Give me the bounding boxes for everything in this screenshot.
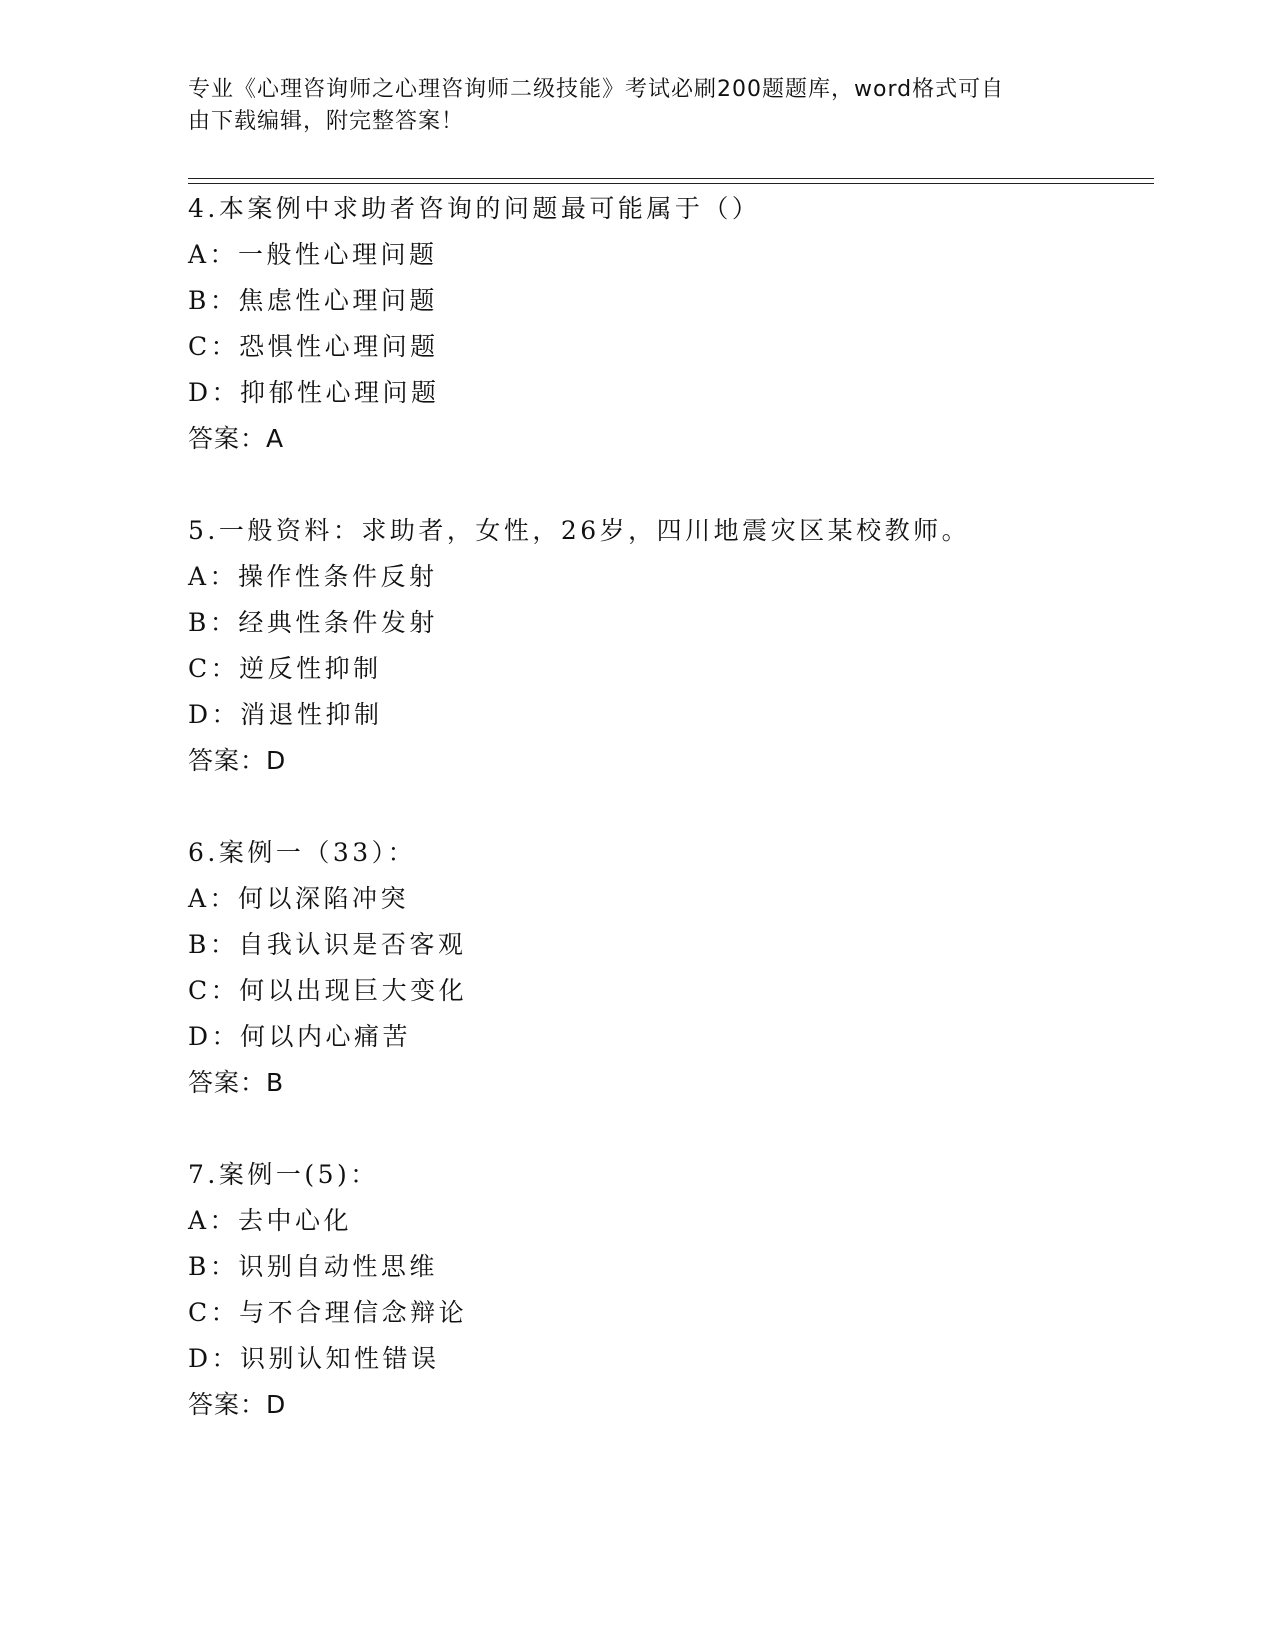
option-b: B：经典性条件发射: [188, 608, 438, 637]
option-a: A：何以深陷冲突: [188, 884, 410, 913]
question-stem: 4.本案例中求助者咨询的问题最可能属于（）: [188, 194, 761, 223]
answer: 答案：A: [188, 424, 285, 453]
header-line-1: 专业《心理咨询师之心理咨询师二级技能》考试必刷200题题库，word格式可自: [188, 77, 1005, 102]
option-a: A：操作性条件反射: [188, 562, 438, 591]
option-c: C：恐惧性心理问题: [188, 332, 439, 361]
option-d: D：消退性抑制: [188, 700, 383, 729]
option-a: A：去中心化: [188, 1206, 353, 1235]
answer: 答案：D: [188, 746, 287, 775]
option-a: A：一般性心理问题: [188, 240, 438, 269]
question-4: [188, 186, 1148, 462]
option-d: D：识别认知性错误: [188, 1344, 440, 1373]
option-b: B：识别自动性思维: [188, 1252, 438, 1281]
question-7: [188, 1152, 1148, 1428]
question-stem: 5.一般资料：求助者，女性，26岁，四川地震灾区某校教师。: [188, 516, 971, 545]
option-d: D：何以内心痛苦: [188, 1022, 412, 1051]
option-d: D：抑郁性心理问题: [188, 378, 440, 407]
option-c: C：何以出现巨大变化: [188, 976, 468, 1005]
option-b: B：自我认识是否客观: [188, 930, 467, 959]
header-rule-top: [188, 178, 1154, 179]
answer: 答案：B: [188, 1068, 285, 1097]
question-5: [188, 508, 1148, 784]
option-c: C：与不合理信念辩论: [188, 1298, 468, 1327]
question-6: [188, 830, 1148, 1106]
option-b: B：焦虑性心理问题: [188, 286, 438, 315]
question-stem: 7.案例一(5)：: [188, 1160, 379, 1189]
header-line-2: 由下载编辑，附完整答案！: [188, 109, 465, 134]
document-header: [188, 74, 1068, 138]
option-c: C：逆反性抑制: [188, 654, 382, 683]
question-stem: 6.案例一（33）：: [188, 838, 417, 867]
answer: 答案：D: [188, 1390, 287, 1419]
header-rule-bottom: [188, 183, 1154, 184]
